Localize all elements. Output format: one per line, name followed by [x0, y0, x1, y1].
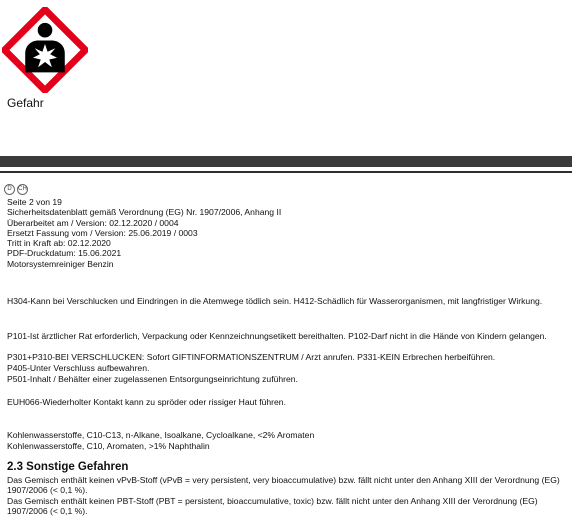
component-line: Kohlenwasserstoffe, C10-C13, n-Alkane, Isoalkane, Cycloalkane, <2% Aromaten: [7, 430, 315, 440]
p-statement: P405-Unter Verschluss aufbewahren.: [7, 363, 150, 373]
signal-word: Gefahr: [7, 96, 44, 110]
p-statement: P101-Ist ärztlicher Rat erforderlich, Verpackung oder Kennzeichnungsetikett bereithalten. P102-Darf nicht in die Hände von Kindern gelangen.: [7, 331, 547, 341]
p-statement: P301+P310-BEI VERSCHLUCKEN: Sofort GIFTINFORMATIONSZENTRUM / Arzt anrufen. P331-KEIN Erbrechen herbeiführen.: [7, 352, 496, 362]
euh-statement: EUH066-Wiederholter Kontakt kann zu spröder oder rissiger Haut führen.: [7, 397, 286, 407]
replaced-version: Ersetzt Fassung vom / Version: 25.06.2019 / 0003: [7, 227, 198, 238]
component-line: Kohlenwasserstoffe, C10, Aromaten, >1% Naphthalin: [7, 441, 210, 451]
document-header: [7, 197, 281, 269]
document-regulation: Sicherheitsdatenblatt gemäß Verordnung (EG) Nr. 1907/2006, Anhang II: [7, 207, 282, 218]
section-paragraph: Das Gemisch enthält keinen PBT-Stoff (PBT = persistent, bioaccumulative, toxic) bzw. fällt nicht unter den Anhang XIII der Verordnung (EG) 1907/2006 (< 0,1 %).: [7, 496, 538, 517]
h-statements: H304-Kann bei Verschlucken und Eindringen in die Atemwege tödlich sein. H412-Schädlich für Wasserorganismen, mit langfristiger Wirkung.: [7, 296, 543, 306]
section-paragraph: Das Gemisch enthält keinen vPvB-Stoff (vPvB = very persistent, very bioaccumulative) bzw. fällt nicht unter den Anhang XIII der Verordnung (EG) 1907/2006 (< 0,1 %).: [7, 475, 560, 496]
page-number: Seite 2 von 19: [7, 197, 62, 207]
effective-date: Tritt in Kraft ab: 02.12.2020: [7, 238, 111, 249]
p-statement: P501-Inhalt / Behälter einer zugelassenen Entsorgungseinrichtung zuführen.: [7, 374, 298, 384]
print-date: PDF-Druckdatum: 15.06.2021: [7, 248, 122, 259]
section-title: 2.3 Sonstige Gefahren: [7, 461, 129, 473]
header-divider-bar: [0, 156, 572, 167]
language-ch-icon: CH: [17, 184, 28, 195]
revision-info: Überarbeitet am / Version: 02.12.2020 / 0004: [7, 217, 179, 228]
language-icons: [4, 184, 28, 195]
language-d-icon: D: [4, 184, 15, 195]
header-divider-line: [0, 171, 572, 173]
health-hazard-icon: [2, 7, 88, 93]
product-name: Motorsystemreiniger Benzin: [7, 258, 114, 269]
